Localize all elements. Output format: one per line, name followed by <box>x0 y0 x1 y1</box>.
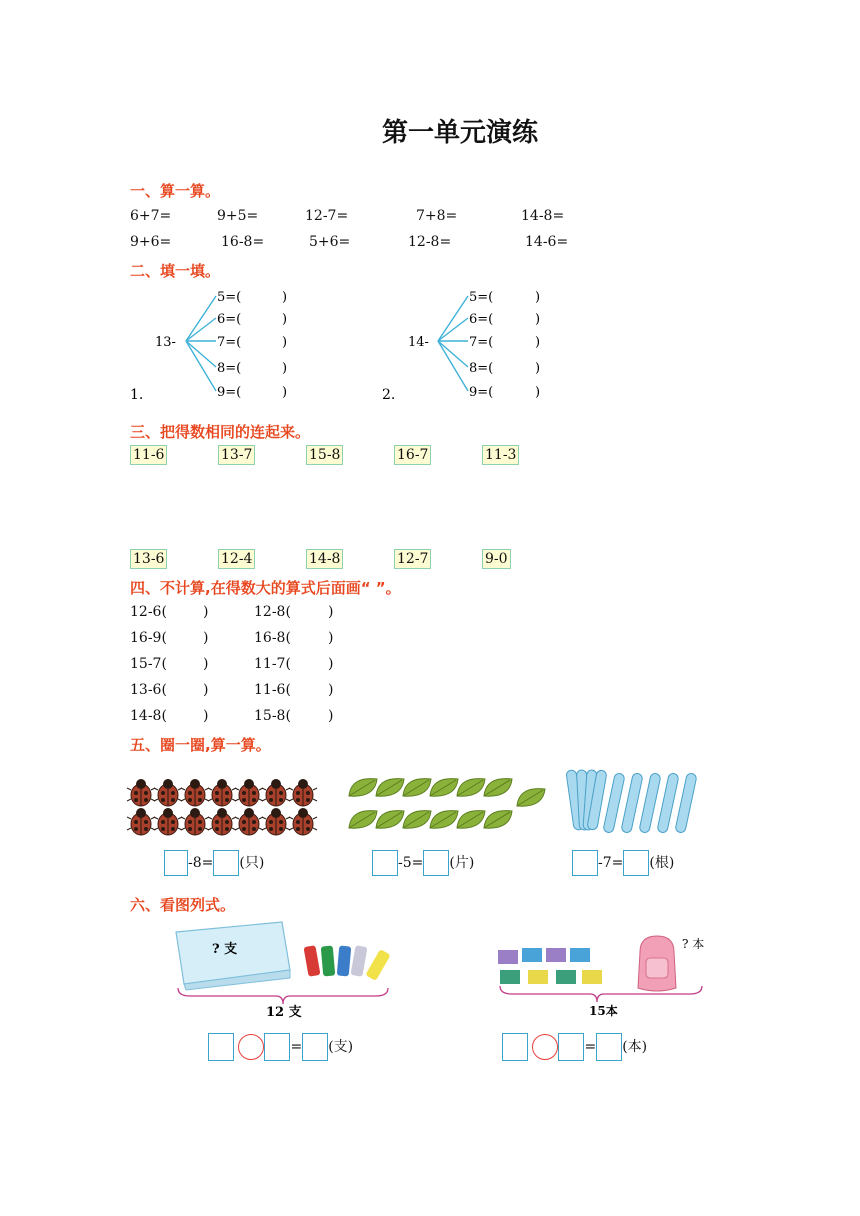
match-chip-bottom[interactable]: 12-7 <box>394 549 431 569</box>
pen-box-illustration <box>176 922 290 990</box>
tree-center: 14- <box>408 335 429 350</box>
tree-item: 6=( <box>469 312 494 327</box>
compare-right: 11-7( <box>254 656 291 672</box>
match-chip-bottom[interactable]: 13-6 <box>130 549 167 569</box>
marker-pens <box>303 945 390 981</box>
tree-item: 5=( <box>217 290 242 305</box>
calc-item: 5+6= <box>309 234 351 250</box>
match-chip-top[interactable]: 13-7 <box>218 445 255 465</box>
match-chip-bottom[interactable]: 12-4 <box>218 549 255 569</box>
compare-right: 16-8( <box>254 630 291 646</box>
section-1-heading: 一、算一算。 <box>130 182 221 200</box>
svg-text:): ) <box>282 312 288 327</box>
match-chip-bottom[interactable]: 9-0 <box>482 549 511 569</box>
compare-right: 15-8( <box>254 708 291 724</box>
compare-left: 13-6( <box>130 682 167 698</box>
tree-item: 8=( <box>469 361 494 376</box>
book-illustration <box>498 948 602 984</box>
tree-item: 5=( <box>469 290 494 305</box>
calc-item: 14-6= <box>525 234 569 250</box>
section-4-heading: 四、不计算,在得数大的算式后面画“ ”。 <box>130 579 401 597</box>
svg-text:): ) <box>535 290 541 305</box>
backpack-illustration <box>638 936 676 991</box>
svg-text:): ) <box>535 312 541 327</box>
ladybug-equation: -8= (只) <box>164 850 264 876</box>
compare-right: 11-6( <box>254 682 291 698</box>
question-label: ? 本 <box>682 937 705 951</box>
tree-item: 9=( <box>217 385 242 400</box>
calc-item: 6+7= <box>130 208 172 224</box>
calc-item: 14-8= <box>521 208 565 224</box>
match-chip-top[interactable]: 16-7 <box>394 445 431 465</box>
total-label: 15本 <box>589 1004 618 1018</box>
box-label: ? 支 <box>212 942 238 957</box>
svg-text:): ) <box>282 361 288 376</box>
match-chip-top[interactable]: 15-8 <box>306 445 343 465</box>
answer-box[interactable] <box>596 1033 622 1061</box>
tree-item: 7=( <box>217 335 242 350</box>
compare-left: 14-8( <box>130 708 167 724</box>
page-title: 第一单元演练 <box>381 118 538 148</box>
question-number: 2. <box>382 387 396 403</box>
calc-item: 16-8= <box>221 234 265 250</box>
leaf-equation: -5= (片) <box>372 850 474 876</box>
total-label: 12 支 <box>266 1005 302 1020</box>
calc-item: 9+6= <box>130 234 172 250</box>
answer-box[interactable] <box>502 1033 528 1061</box>
compare-right: 12-8( <box>254 604 291 620</box>
svg-text:): ) <box>535 385 541 400</box>
operator-circle[interactable] <box>238 1034 264 1060</box>
calc-item: 12-7= <box>305 208 349 224</box>
section-5-heading: 五、圈一圈,算一算。 <box>130 736 271 754</box>
right-picture-equation: = (本) <box>502 1033 647 1061</box>
svg-text:): ) <box>535 361 541 376</box>
svg-text:): ) <box>282 385 288 400</box>
compare-left: 15-7( <box>130 656 167 672</box>
section-2-heading: 二、填一填。 <box>130 262 221 280</box>
tree-item: 8=( <box>217 361 242 376</box>
match-chip-bottom[interactable]: 14-8 <box>306 549 343 569</box>
compare-left: 12-6( <box>130 604 167 620</box>
answer-box[interactable] <box>558 1033 584 1061</box>
svg-text:): ) <box>282 290 288 305</box>
calc-item: 7+8= <box>416 208 458 224</box>
section-3-heading: 三、把得数相同的连起来。 <box>130 423 311 441</box>
tree-item: 7=( <box>469 335 494 350</box>
svg-text:): ) <box>535 335 541 350</box>
svg-text:): ) <box>282 335 288 350</box>
left-picture-equation: = (支) <box>208 1033 353 1061</box>
tree-item: 9=( <box>469 385 494 400</box>
section-6-heading: 六、看图列式。 <box>130 896 236 914</box>
answer-box[interactable] <box>264 1033 290 1061</box>
compare-left: 16-9( <box>130 630 167 646</box>
tree-center: 13- <box>155 335 176 350</box>
tree-item: 6=( <box>217 312 242 327</box>
answer-box[interactable] <box>208 1033 234 1061</box>
answer-box[interactable] <box>302 1033 328 1061</box>
calc-item: 12-8= <box>408 234 452 250</box>
match-chip-top[interactable]: 11-3 <box>482 445 519 465</box>
operator-circle[interactable] <box>532 1034 558 1060</box>
question-number: 1. <box>130 387 144 403</box>
match-chip-top[interactable]: 11-6 <box>130 445 167 465</box>
calc-item: 9+5= <box>217 208 259 224</box>
stick-equation: -7= (根) <box>572 850 674 876</box>
